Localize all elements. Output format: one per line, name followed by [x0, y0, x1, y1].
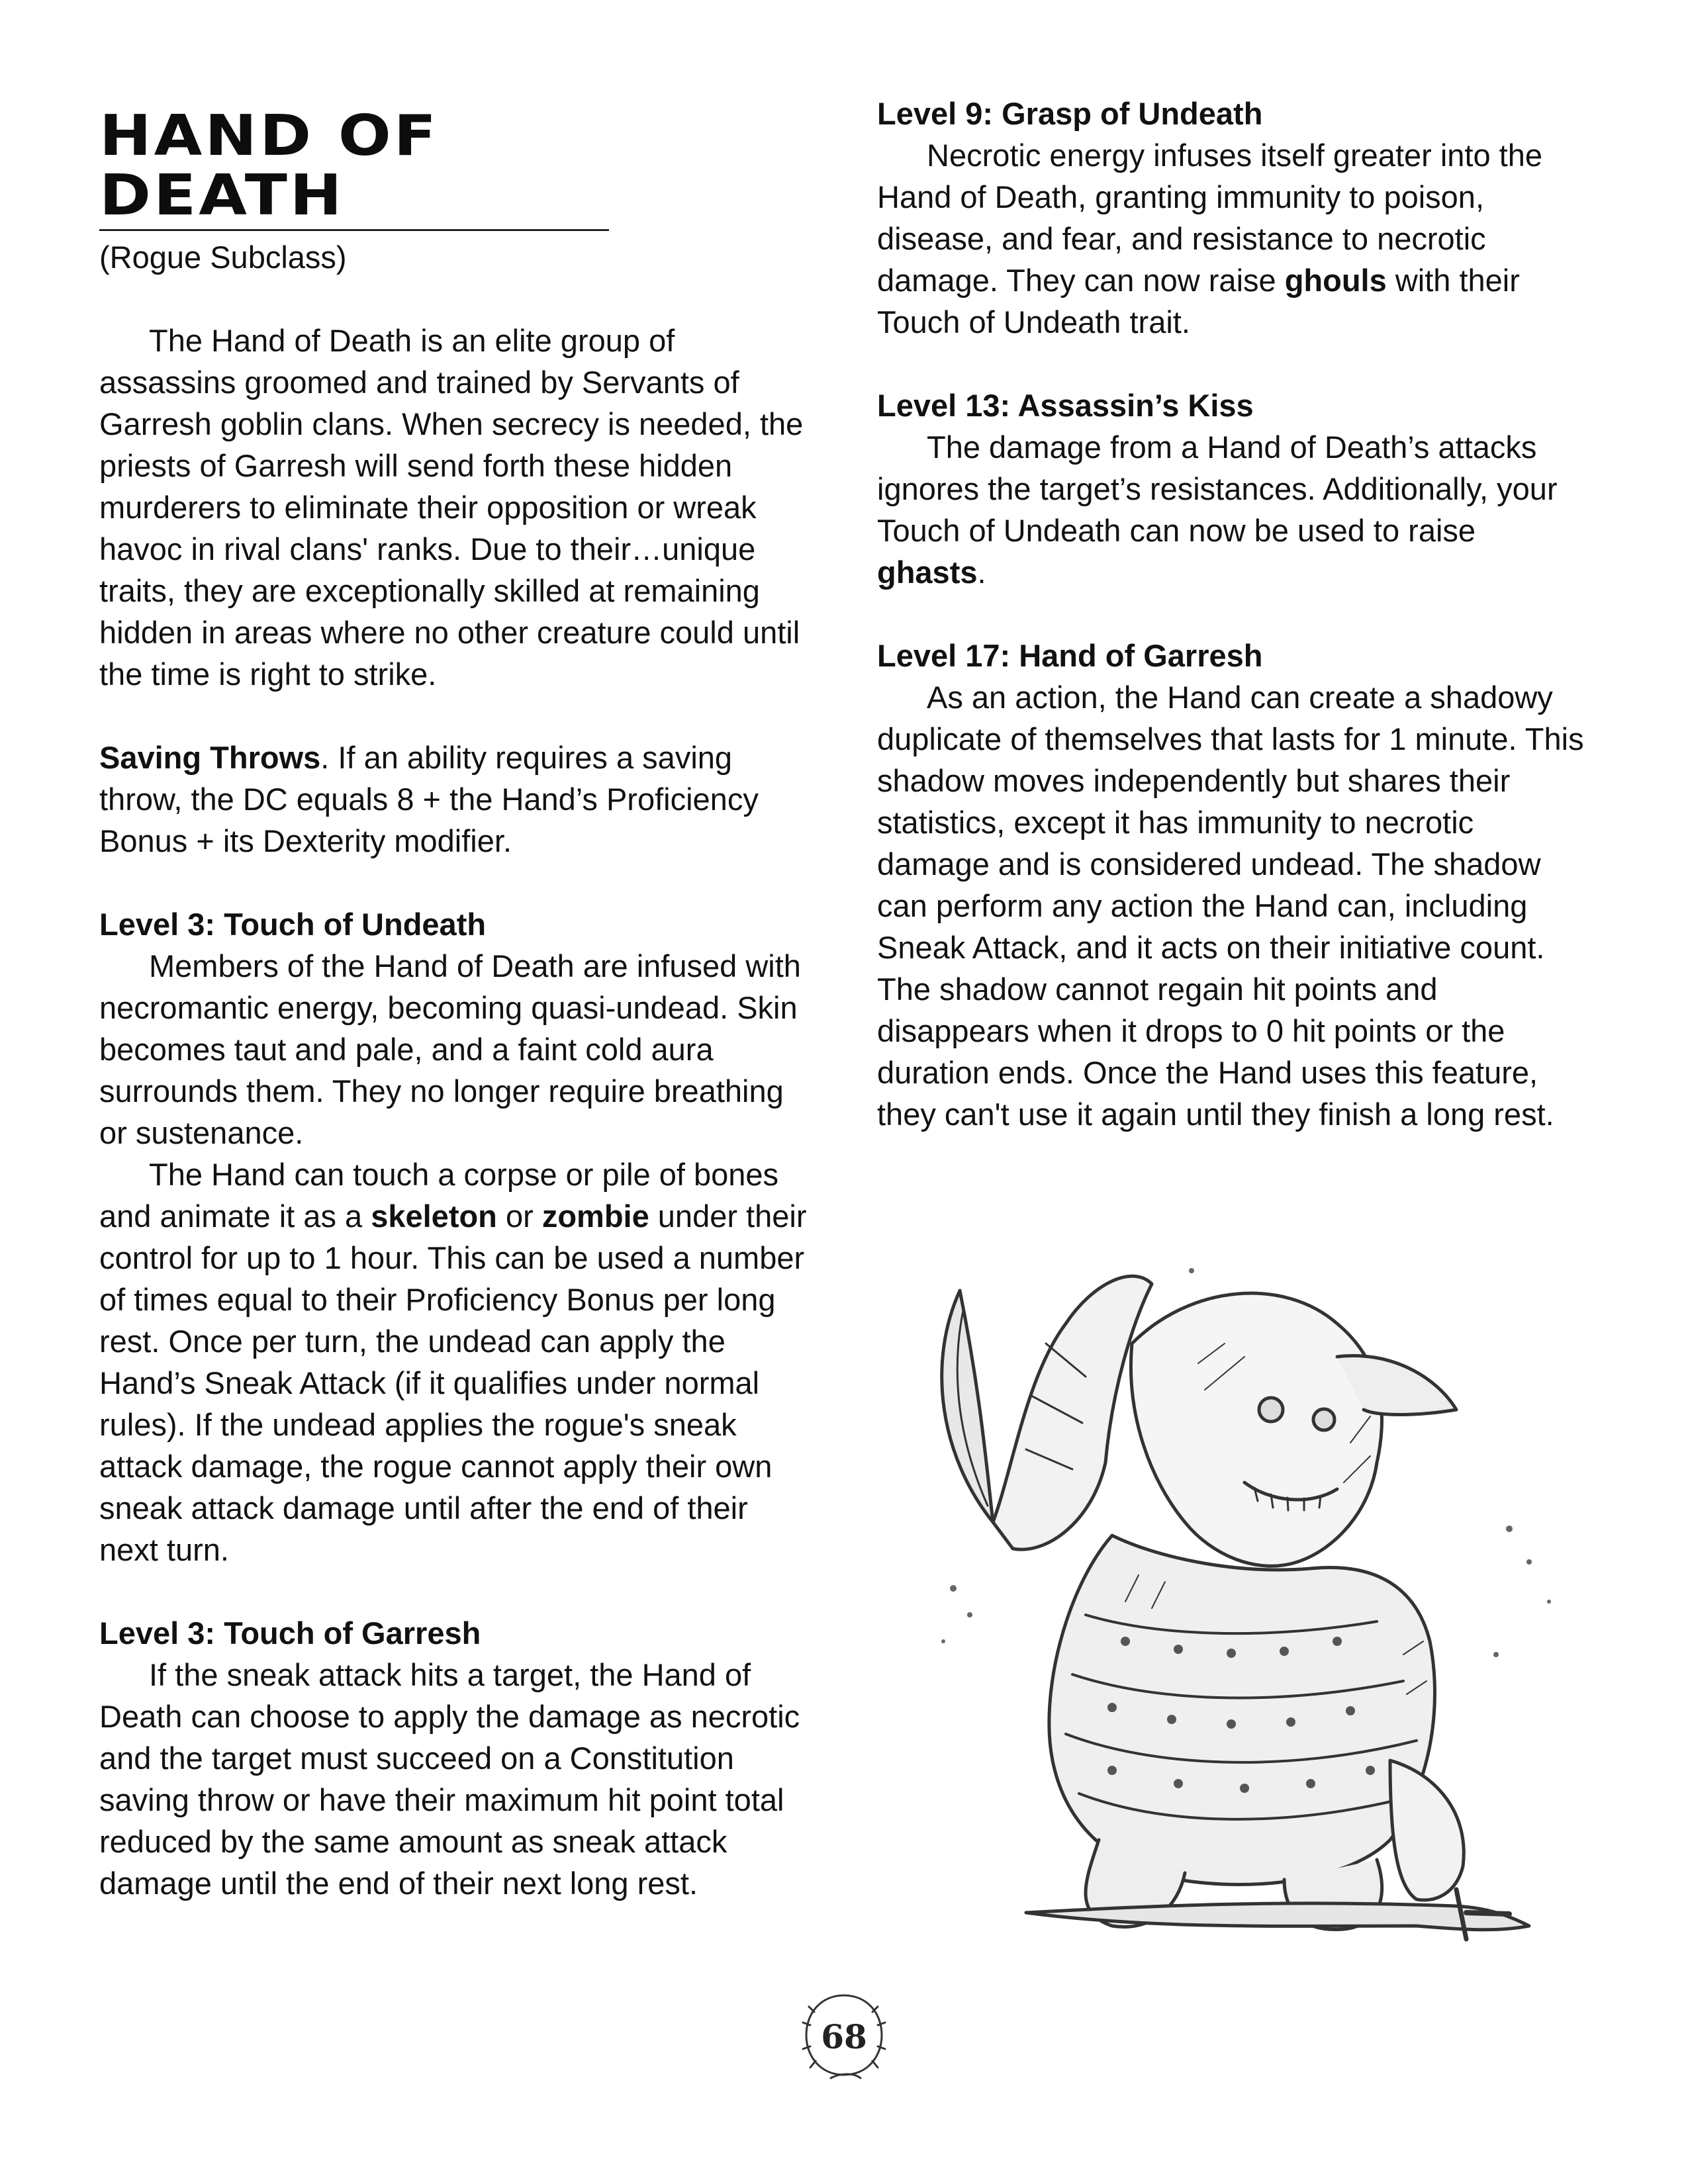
right-column [877, 93, 1592, 1135]
touch-of-undeath-p2 [99, 1154, 814, 1570]
grasp-text-c: with their Touch of Undeath trait. [877, 263, 1520, 340]
grasp-of-undeath-p1 [877, 134, 1592, 343]
ghasts-term: ghasts [877, 555, 978, 590]
assassins-kiss-heading: Level 13: Assassin’s Kiss [877, 388, 1254, 423]
p2-text-a: The Hand can touch a corpse or pile of bones and animate it as a [99, 1157, 779, 1234]
hand-of-garresh-heading: Level 17: Hand of Garresh [877, 638, 1263, 673]
p2-text-c: under their control for up to 1 hour. This can be used a number of times equal to their Proficiency Bonus per long rest. Once per turn, the undead can apply the Hand’s Sneak Attack (if it qualifies under normal rules). If the undead applies the rogue's sneak attack damage, the rogue cannot apply their own sneak attack damage until after the end of their next turn. [99, 1199, 807, 1567]
touch-of-undeath-p1: Members of the Hand of Death are infused with necromantic energy, becoming quasi-undead. Skin becomes taut and pale, and a faint cold aura surrounds them. They no longer require breathing or sustenance. [99, 948, 801, 1150]
grasp-of-undeath-heading: Level 9: Grasp of Undeath [877, 96, 1263, 131]
kiss-text-c: . [977, 555, 986, 590]
intro-paragraph: The Hand of Death is an elite group of assassins groomed and trained by Servants of Garresh goblin clans. When secrecy is needed, the priests of Garresh will send forth these hidden murderers to eliminate their opposition or wreak havoc in rival clans' ranks. Due to their…unique traits, they are exceptionally skilled at remaining hidden in areas where no other creature could until the time is right to strike. [99, 323, 804, 692]
touch-of-garresh-heading: Level 3: Touch of Garresh [99, 1615, 481, 1651]
page-number: 68 [821, 2017, 867, 2056]
page-title: HAND OF DEATH [99, 107, 609, 231]
zombie-term: zombie [541, 1199, 649, 1234]
skeleton-term: skeleton [371, 1199, 497, 1234]
left-column [99, 93, 814, 1904]
kiss-text-a: The damage from a Hand of Death’s attacks ignores the target’s resistances. Additionally, your Touch of Undeath can now be used to raise [877, 430, 1558, 548]
p2-text-b: or [496, 1199, 542, 1234]
grasp-text-a: Necrotic energy infuses itself greater into the Hand of Death, granting immunity to poison, disease, and fear, and resistance to necrotic damage. They can now raise [877, 138, 1543, 298]
subtitle: (Rogue Subclass) [99, 240, 347, 275]
saving-throws-label: Saving Throws [99, 740, 321, 775]
goblin-assassin-illustration [914, 1244, 1595, 1952]
touch-of-undeath-heading: Level 3: Touch of Undeath [99, 907, 487, 942]
saving-throws-paragraph [99, 737, 814, 862]
page-number-badge [794, 1985, 894, 2085]
saving-throws-text: . If an ability requires a saving throw, the DC equals 8 + the Hand’s Proficiency Bonus + its Dexterity modifier. [99, 740, 759, 858]
ghouls-term: ghouls [1284, 263, 1387, 298]
touch-of-garresh-p1: If the sneak attack hits a target, the Hand of Death can choose to apply the damage as necrotic and the target must succeed on a Constitution saving throw or have their maximum hit point total reduced by the same amount as sneak attack damage until the end of their next long rest. [99, 1657, 800, 1901]
assassins-kiss-p1 [877, 426, 1592, 593]
hand-of-garresh-p1: As an action, the Hand can create a shadowy duplicate of themselves that lasts for 1 minute. This shadow moves independently but shares their statistics, except it has immunity to necrotic damage and is considered undead. The shadow can perform any action the Hand can, including Sneak Attack, and it acts on their initiative count. The shadow cannot regain hit points and disappears when it drops to 0 hit points or the duration ends. Once the Hand uses this feature, they can't use it again until they finish a long rest. [877, 680, 1584, 1132]
